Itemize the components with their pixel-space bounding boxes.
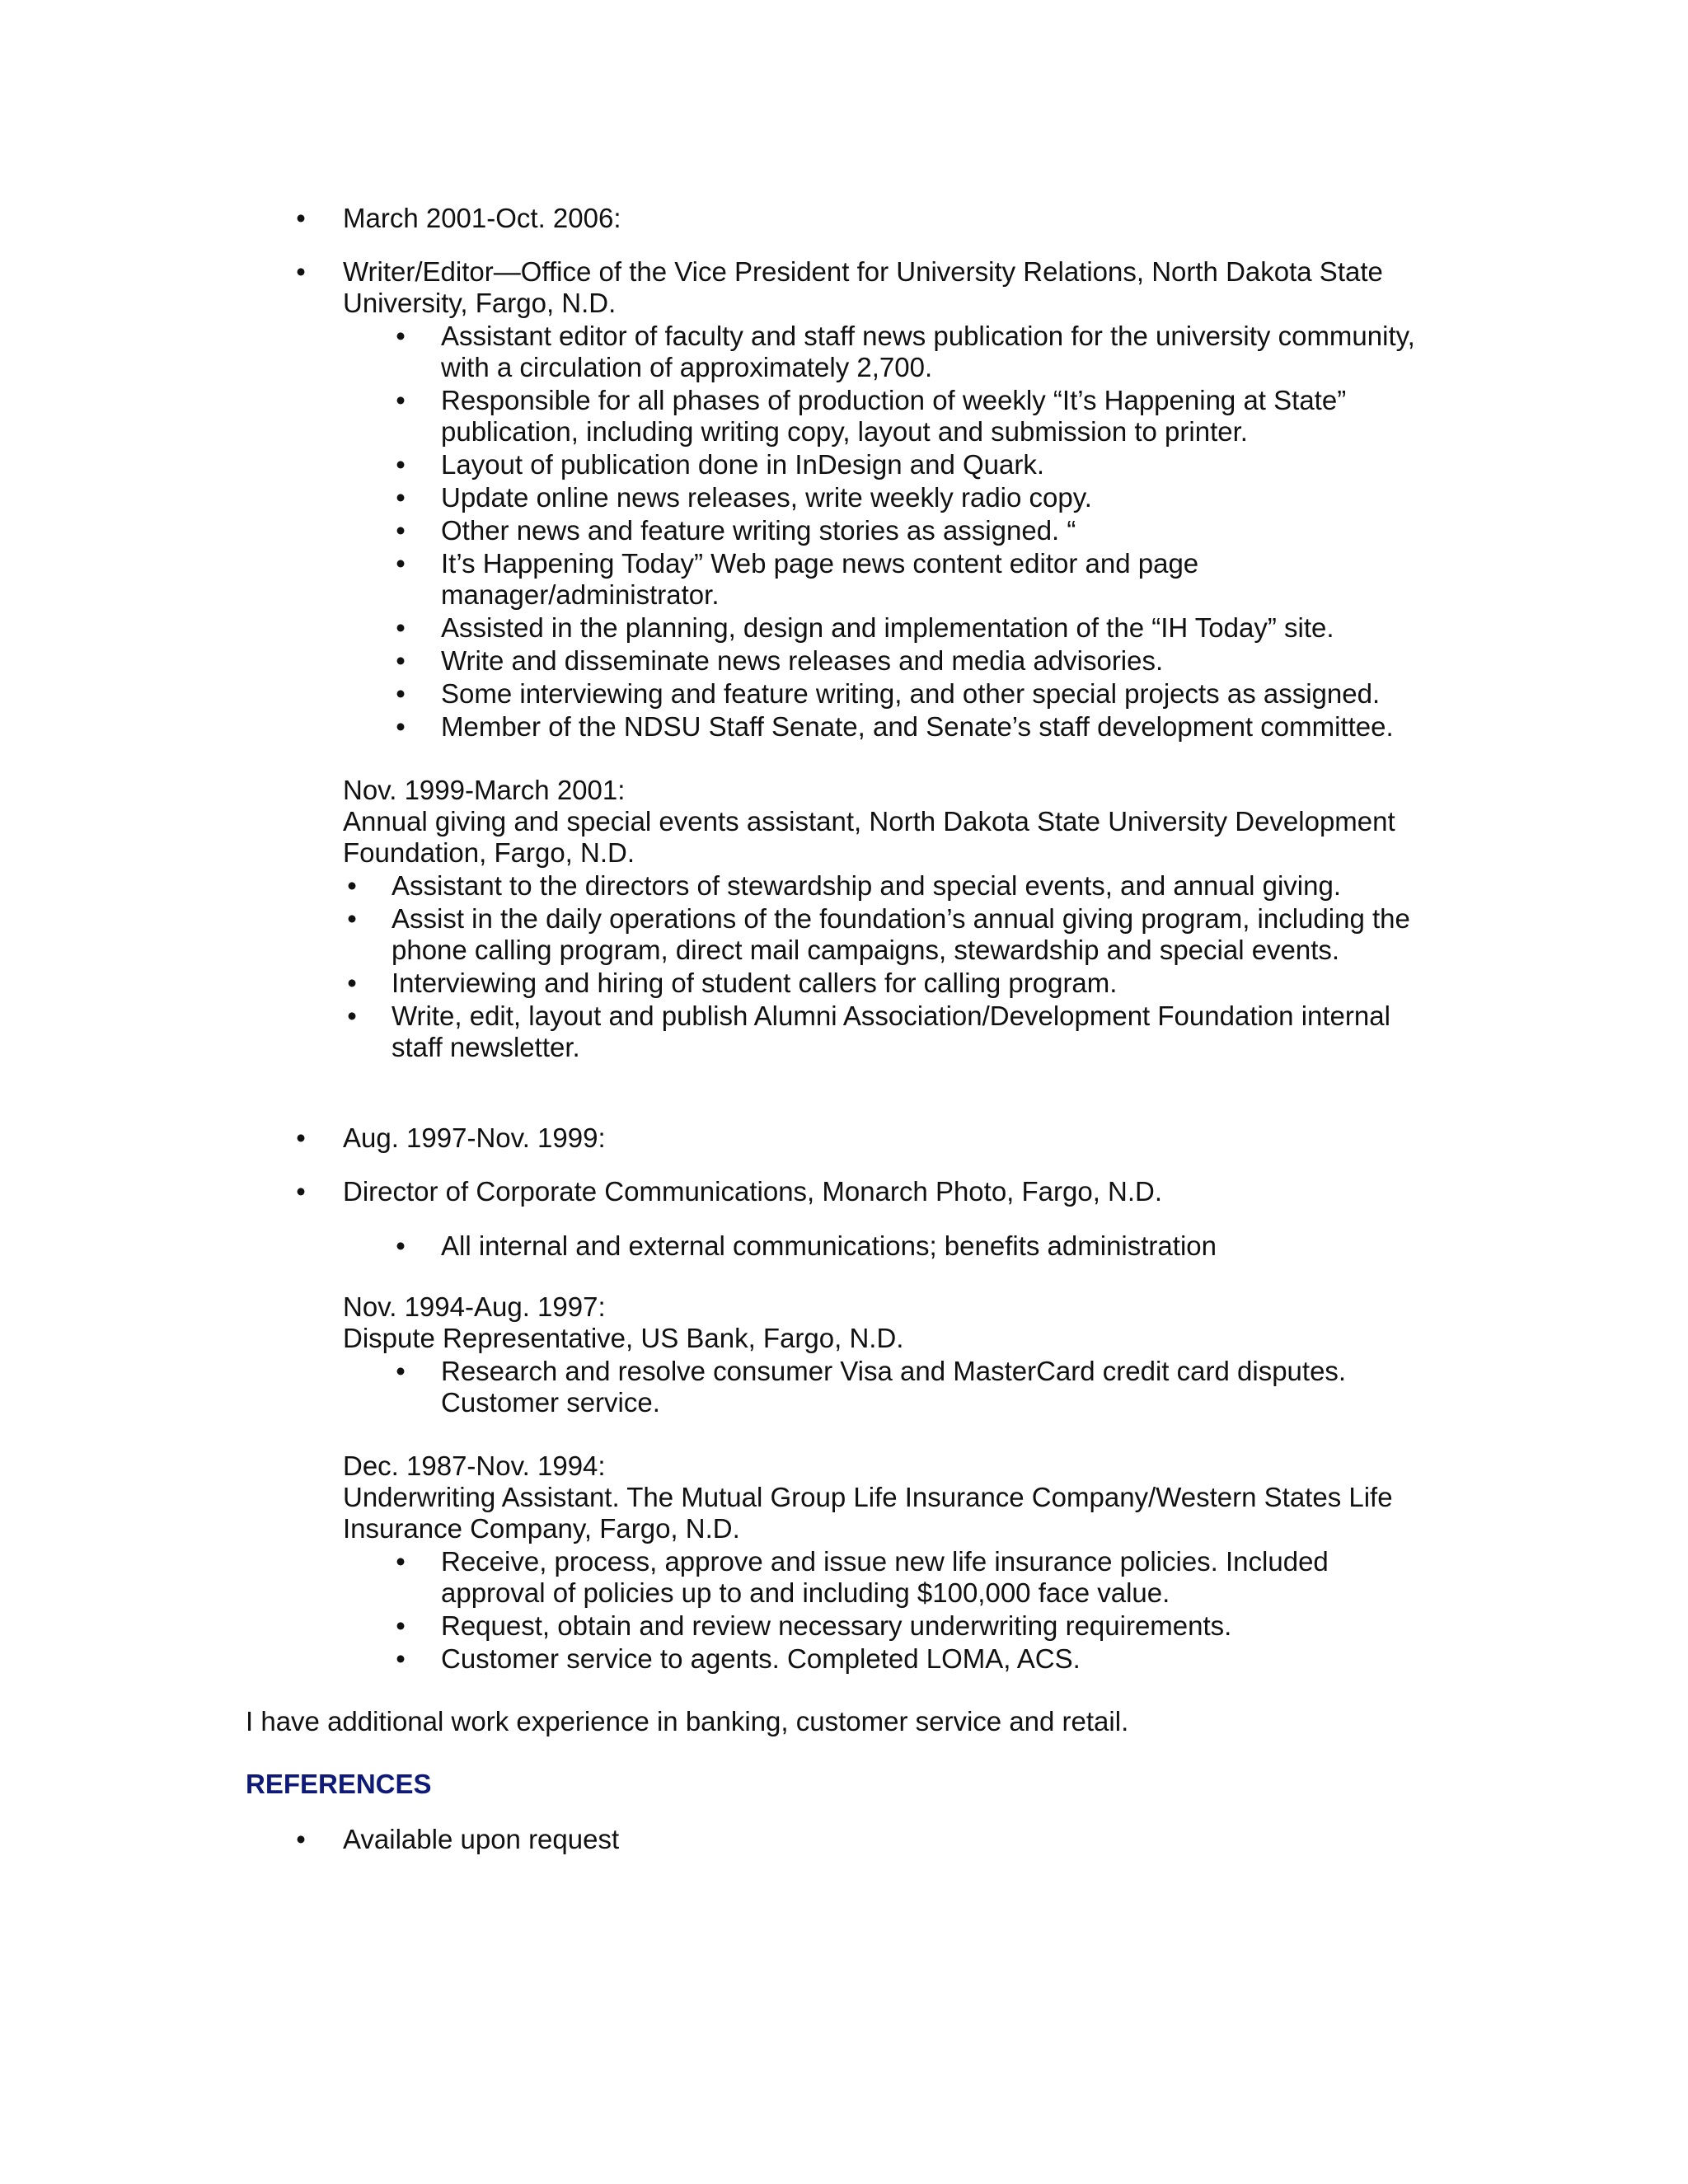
list-item: Customer service to agents. Completed LOMA, ACS. (441, 1643, 1081, 1674)
bullet-marker: • (347, 968, 357, 998)
bullet-marker: • (396, 645, 406, 676)
bullet-marker: • (396, 711, 406, 742)
bullet-marker: • (396, 1546, 406, 1577)
bullet-marker: • (296, 1824, 306, 1854)
entry-title: Writer/Editor—Office of the Vice President for University Relations, North Dakota State (343, 256, 1383, 287)
list-item: staff newsletter. (392, 1032, 580, 1062)
bullet-marker: • (347, 1001, 357, 1031)
references-heading: REFERENCES (246, 1769, 432, 1799)
bullet-marker: • (296, 1122, 306, 1153)
entry-title: Director of Corporate Communications, Monarch Photo, Fargo, N.D. (343, 1176, 1163, 1207)
entry-title: Underwriting Assistant. The Mutual Group Life Insurance Company/Western States Life (343, 1482, 1393, 1512)
list-item: It’s Happening Today” Web page news content editor and page (441, 548, 1199, 579)
entry-title: Foundation, Fargo, N.D. (343, 837, 635, 868)
bullet-marker: • (396, 515, 406, 546)
list-item: All internal and external communications; benefits administration (441, 1230, 1217, 1261)
list-item: manager/administrator. (441, 579, 720, 610)
bullet-marker: • (396, 548, 406, 579)
list-item: Write, edit, layout and publish Alumni Association/Development Foundation internal (392, 1001, 1390, 1031)
references-item: Available upon request (343, 1824, 620, 1854)
list-item: Other news and feature writing stories as assigned. “ (441, 515, 1076, 546)
bullet-marker: • (396, 482, 406, 513)
list-item: Research and resolve consumer Visa and MasterCard credit card disputes. (441, 1356, 1347, 1386)
list-item: Interviewing and hiring of student callers for calling program. (392, 968, 1118, 998)
list-item: Some interviewing and feature writing, and other special projects as assigned. (441, 678, 1381, 709)
entry-title: Insurance Company, Fargo, N.D. (343, 1513, 740, 1544)
bullet-marker: • (347, 870, 357, 901)
list-item: Member of the NDSU Staff Senate, and Senate’s staff development committee. (441, 711, 1394, 742)
bullet-marker: • (396, 385, 406, 415)
list-item: Receive, process, approve and issue new life insurance policies. Included (441, 1546, 1329, 1577)
list-item: Write and disseminate news releases and media advisories. (441, 645, 1164, 676)
list-item: Request, obtain and review necessary underwriting requirements. (441, 1610, 1232, 1641)
bullet-marker: • (396, 1356, 406, 1386)
entry-dates: Nov. 1994-Aug. 1997: (343, 1291, 606, 1322)
bullet-marker: • (396, 321, 406, 351)
list-item: with a circulation of approximately 2,700. (441, 352, 933, 382)
bullet-marker: • (396, 1230, 406, 1261)
entry-dates: Nov. 1999-March 2001: (343, 775, 626, 805)
list-item: Assistant editor of faculty and staff news publication for the university community, (441, 321, 1415, 351)
list-item: publication, including writing copy, layout and submission to printer. (441, 416, 1248, 447)
bullet-marker: • (396, 449, 406, 480)
entry-title: Dispute Representative, US Bank, Fargo, N.D. (343, 1323, 904, 1353)
bullet-marker: • (396, 1643, 406, 1674)
list-item: Assist in the daily operations of the foundation’s annual giving program, including the (392, 903, 1410, 934)
list-item: Assistant to the directors of stewardship and special events, and annual giving. (392, 870, 1342, 901)
list-item: Update online news releases, write weekly radio copy. (441, 482, 1092, 513)
bullet-marker: • (396, 1610, 406, 1641)
entry-title: Annual giving and special events assistant, North Dakota State University Development (343, 806, 1395, 837)
entry-title: University, Fargo, N.D. (343, 288, 617, 318)
list-item: Layout of publication done in InDesign and Quark. (441, 449, 1044, 480)
bullet-marker: • (347, 903, 357, 934)
bullet-marker: • (296, 256, 306, 287)
entry-dates: Dec. 1987-Nov. 1994: (343, 1451, 606, 1481)
bullet-marker: • (296, 1176, 306, 1207)
list-item: Customer service. (441, 1387, 660, 1418)
bullet-marker: • (396, 612, 406, 643)
list-item: Assisted in the planning, design and implementation of the “IH Today” site. (441, 612, 1334, 643)
list-item: Responsible for all phases of production of weekly “It’s Happening at State” (441, 385, 1347, 415)
entry-dates: Aug. 1997-Nov. 1999: (343, 1122, 606, 1153)
bullet-marker: • (296, 203, 306, 233)
list-item: phone calling program, direct mail campaigns, stewardship and special events. (392, 935, 1340, 965)
entry-dates: March 2001-Oct. 2006: (343, 203, 621, 233)
list-item: approval of policies up to and including $100,000 face value. (441, 1577, 1170, 1608)
bullet-marker: • (396, 678, 406, 709)
additional-experience-note: I have additional work experience in banking, customer service and retail. (246, 1706, 1129, 1736)
